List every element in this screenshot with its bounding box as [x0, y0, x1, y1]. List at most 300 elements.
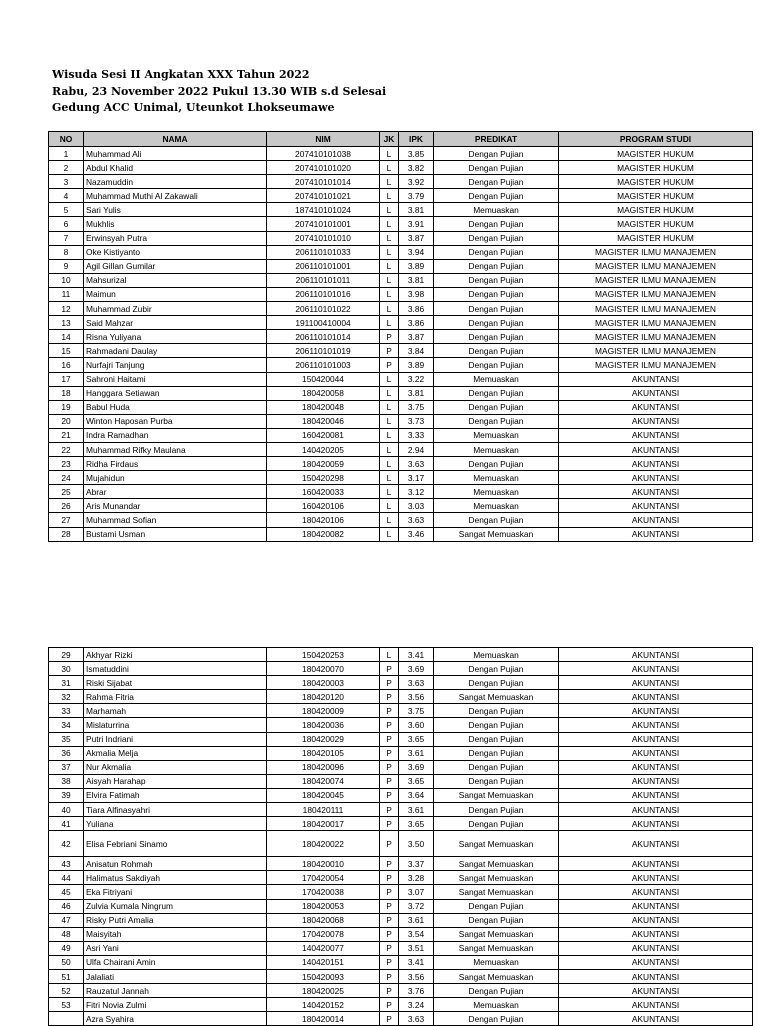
cell-nim: 150420253: [267, 648, 380, 662]
cell-jk: P: [380, 662, 399, 676]
table-row: [49, 147, 753, 161]
cell-program-studi: AKUNTANSI: [559, 831, 753, 857]
cell-jk: L: [380, 203, 399, 217]
cell-no: 13: [49, 316, 84, 330]
cell-nama: Azra Syahira: [84, 1012, 267, 1026]
cell-program-studi: AKUNTANSI: [559, 372, 753, 386]
cell-jk: P: [380, 969, 399, 983]
cell-predikat: Memuaskan: [434, 955, 559, 969]
table-row: [49, 885, 753, 899]
cell-ipk: 3.37: [399, 857, 434, 871]
cell-no: 14: [49, 330, 84, 344]
cell-jk: P: [380, 913, 399, 927]
cell-no: 4: [49, 189, 84, 203]
cell-nim: 206110101033: [267, 245, 380, 259]
cell-predikat: Dengan Pujian: [434, 217, 559, 231]
cell-program-studi: AKUNTANSI: [559, 513, 753, 527]
cell-nama: Abrar: [84, 485, 267, 499]
cell-nim: 206110101003: [267, 358, 380, 372]
header-ipk: IPK: [399, 132, 434, 147]
cell-nama: Ridha Firdaus: [84, 457, 267, 471]
cell-no: 5: [49, 203, 84, 217]
cell-no: 24: [49, 471, 84, 485]
cell-jk: L: [380, 499, 399, 513]
cell-nama: Babul Huda: [84, 400, 267, 414]
table-row: [49, 499, 753, 513]
cell-no: 51: [49, 969, 84, 983]
cell-nim: 140420151: [267, 955, 380, 969]
table-header-row: [49, 132, 753, 147]
cell-ipk: 3.79: [399, 189, 434, 203]
cell-program-studi: MAGISTER ILMU MANAJEMEN: [559, 287, 753, 301]
cell-ipk: 3.72: [399, 899, 434, 913]
table-row: [49, 372, 753, 386]
cell-ipk: 3.60: [399, 718, 434, 732]
cell-jk: L: [380, 485, 399, 499]
cell-ipk: 3.56: [399, 690, 434, 704]
table-row: [49, 984, 753, 998]
cell-nama: Elisa Febriani Sinamo: [84, 831, 267, 857]
cell-predikat: Memuaskan: [434, 203, 559, 217]
table-row: [49, 414, 753, 428]
cell-program-studi: AKUNTANSI: [559, 718, 753, 732]
event-datetime: Rabu, 23 November 2022 Pukul 13.30 WIB s.d Selesai: [52, 84, 387, 98]
cell-no: 39: [49, 788, 84, 802]
cell-ipk: 3.86: [399, 316, 434, 330]
cell-nim: 180420009: [267, 704, 380, 718]
cell-nama: Halimatus Sakdiyah: [84, 871, 267, 885]
cell-no: 20: [49, 414, 84, 428]
cell-jk: P: [380, 704, 399, 718]
cell-program-studi: AKUNTANSI: [559, 927, 753, 941]
cell-nama: Risna Yuliyana: [84, 330, 267, 344]
cell-program-studi: AKUNTANSI: [559, 941, 753, 955]
cell-program-studi: MAGISTER ILMU MANAJEMEN: [559, 344, 753, 358]
cell-predikat: Dengan Pujian: [434, 746, 559, 760]
cell-no: 48: [49, 927, 84, 941]
cell-nim: 180420082: [267, 527, 380, 541]
table-row: [49, 803, 753, 817]
cell-jk: L: [380, 428, 399, 442]
cell-jk: P: [380, 817, 399, 831]
cell-jk: L: [380, 400, 399, 414]
table-row: [49, 400, 753, 414]
cell-predikat: Sangat Memuaskan: [434, 690, 559, 704]
cell-no: 36: [49, 746, 84, 760]
cell-no: 46: [49, 899, 84, 913]
cell-ipk: 3.89: [399, 259, 434, 273]
cell-jk: P: [380, 788, 399, 802]
table-row: [49, 485, 753, 499]
cell-jk: P: [380, 358, 399, 372]
cell-predikat: Dengan Pujian: [434, 1012, 559, 1026]
table-row: [49, 927, 753, 941]
cell-jk: P: [380, 955, 399, 969]
cell-ipk: 3.94: [399, 245, 434, 259]
cell-no: 44: [49, 871, 84, 885]
cell-no: 22: [49, 442, 84, 456]
cell-program-studi: AKUNTANSI: [559, 857, 753, 871]
cell-nim: 180420096: [267, 760, 380, 774]
cell-program-studi: AKUNTANSI: [559, 899, 753, 913]
cell-predikat: Dengan Pujian: [434, 899, 559, 913]
table-row: [49, 760, 753, 774]
cell-ipk: 3.17: [399, 471, 434, 485]
cell-nim: 206110101016: [267, 287, 380, 301]
cell-no: 28: [49, 527, 84, 541]
table-row: [49, 969, 753, 983]
cell-predikat: Dengan Pujian: [434, 302, 559, 316]
table-row: [49, 513, 753, 527]
cell-no: 8: [49, 245, 84, 259]
cell-program-studi: AKUNTANSI: [559, 984, 753, 998]
cell-ipk: 3.85: [399, 147, 434, 161]
cell-predikat: Dengan Pujian: [434, 245, 559, 259]
cell-nama: Muhammad Muthi Al Zakawali: [84, 189, 267, 203]
table-row: [49, 648, 753, 662]
cell-predikat: Dengan Pujian: [434, 662, 559, 676]
cell-nama: Nur Akmalia: [84, 760, 267, 774]
cell-nim: 187410101024: [267, 203, 380, 217]
cell-nama: Ismatuddini: [84, 662, 267, 676]
cell-predikat: Dengan Pujian: [434, 913, 559, 927]
cell-ipk: 3.41: [399, 955, 434, 969]
cell-nim: 180420014: [267, 1012, 380, 1026]
cell-program-studi: MAGISTER HUKUM: [559, 175, 753, 189]
cell-program-studi: AKUNTANSI: [559, 788, 753, 802]
cell-nama: Hanggara Setiawan: [84, 386, 267, 400]
cell-nama: Risky Putri Amalia: [84, 913, 267, 927]
cell-nim: 170420038: [267, 885, 380, 899]
table-row: [49, 527, 753, 541]
cell-nama: Muhammad Zubir: [84, 302, 267, 316]
cell-nama: Nurfajri Tanjung: [84, 358, 267, 372]
table-row: [49, 273, 753, 287]
cell-nama: Fitri Novia Zulmi: [84, 998, 267, 1012]
cell-jk: P: [380, 718, 399, 732]
table-row: [49, 998, 753, 1012]
cell-nim: 140420205: [267, 442, 380, 456]
table-row: [49, 442, 753, 456]
cell-no: 12: [49, 302, 84, 316]
cell-predikat: Dengan Pujian: [434, 400, 559, 414]
cell-ipk: 3.81: [399, 203, 434, 217]
cell-nama: Asri Yani: [84, 941, 267, 955]
cell-program-studi: AKUNTANSI: [559, 774, 753, 788]
cell-nama: Marhamah: [84, 704, 267, 718]
cell-ipk: 3.63: [399, 676, 434, 690]
cell-nim: 180420111: [267, 803, 380, 817]
cell-program-studi: AKUNTANSI: [559, 871, 753, 885]
cell-predikat: Dengan Pujian: [434, 344, 559, 358]
cell-jk: P: [380, 676, 399, 690]
cell-nama: Jalaliati: [84, 969, 267, 983]
cell-predikat: Dengan Pujian: [434, 718, 559, 732]
table-row: [49, 704, 753, 718]
cell-nama: Anisatun Rohmah: [84, 857, 267, 871]
cell-nim: 206110101022: [267, 302, 380, 316]
cell-nim: 150420044: [267, 372, 380, 386]
cell-nim: 180420105: [267, 746, 380, 760]
cell-predikat: Dengan Pujian: [434, 189, 559, 203]
cell-no: 49: [49, 941, 84, 955]
cell-program-studi: AKUNTANSI: [559, 1012, 753, 1026]
cell-jk: L: [380, 414, 399, 428]
cell-ipk: 3.51: [399, 941, 434, 955]
cell-ipk: 3.41: [399, 648, 434, 662]
cell-predikat: Memuaskan: [434, 428, 559, 442]
cell-predikat: Dengan Pujian: [434, 161, 559, 175]
cell-nim: 191100410004: [267, 316, 380, 330]
cell-program-studi: MAGISTER ILMU MANAJEMEN: [559, 302, 753, 316]
cell-predikat: Sangat Memuaskan: [434, 927, 559, 941]
cell-nim: 170420078: [267, 927, 380, 941]
cell-no: 52: [49, 984, 84, 998]
cell-ipk: 3.63: [399, 1012, 434, 1026]
cell-no: 7: [49, 231, 84, 245]
cell-predikat: Dengan Pujian: [434, 259, 559, 273]
table-row: [49, 746, 753, 760]
cell-ipk: 3.22: [399, 372, 434, 386]
cell-nama: Oke Kistiyanto: [84, 245, 267, 259]
event-title: Wisuda Sesi II Angkatan XXX Tahun 2022: [52, 68, 310, 81]
cell-nim: 180420059: [267, 457, 380, 471]
cell-program-studi: AKUNTANSI: [559, 913, 753, 927]
header-nama: NAMA: [84, 132, 267, 147]
cell-no: 11: [49, 287, 84, 301]
cell-predikat: Dengan Pujian: [434, 273, 559, 287]
cell-ipk: 3.50: [399, 831, 434, 857]
cell-no: 1: [49, 147, 84, 161]
cell-program-studi: AKUNTANSI: [559, 760, 753, 774]
table-row: [49, 676, 753, 690]
cell-no: 25: [49, 485, 84, 499]
cell-ipk: 3.89: [399, 358, 434, 372]
table-row: [49, 189, 753, 203]
cell-program-studi: MAGISTER HUKUM: [559, 203, 753, 217]
cell-no: 42: [49, 831, 84, 857]
cell-no: 38: [49, 774, 84, 788]
cell-nama: Indra Ramadhan: [84, 428, 267, 442]
cell-no: 19: [49, 400, 84, 414]
cell-jk: L: [380, 231, 399, 245]
table-row: [49, 217, 753, 231]
cell-nama: Mahsurizal: [84, 273, 267, 287]
cell-ipk: 3.98: [399, 287, 434, 301]
cell-predikat: Dengan Pujian: [434, 231, 559, 245]
header-predikat: PREDIKAT: [434, 132, 559, 147]
cell-program-studi: AKUNTANSI: [559, 704, 753, 718]
cell-nama: Rauzatul Jannah: [84, 984, 267, 998]
cell-no: 2: [49, 161, 84, 175]
cell-no: 23: [49, 457, 84, 471]
cell-ipk: 3.65: [399, 817, 434, 831]
table-row: [49, 231, 753, 245]
cell-predikat: Dengan Pujian: [434, 817, 559, 831]
cell-nama: Riski Sijabat: [84, 676, 267, 690]
cell-jk: P: [380, 330, 399, 344]
cell-program-studi: AKUNTANSI: [559, 386, 753, 400]
cell-ipk: 3.07: [399, 885, 434, 899]
cell-no: 29: [49, 648, 84, 662]
cell-no: 40: [49, 803, 84, 817]
cell-predikat: Dengan Pujian: [434, 732, 559, 746]
cell-nim: 180420120: [267, 690, 380, 704]
cell-predikat: Dengan Pujian: [434, 457, 559, 471]
document-header: [52, 67, 386, 117]
cell-nama: Tiara Alfinasyahri: [84, 803, 267, 817]
header-nim: NIM: [267, 132, 380, 147]
cell-no: 47: [49, 913, 84, 927]
cell-nim: 180420053: [267, 899, 380, 913]
cell-ipk: 3.54: [399, 927, 434, 941]
cell-predikat: Sangat Memuaskan: [434, 969, 559, 983]
cell-predikat: Dengan Pujian: [434, 704, 559, 718]
cell-no: 50: [49, 955, 84, 969]
cell-jk: L: [380, 316, 399, 330]
cell-nama: Sahroni Haitami: [84, 372, 267, 386]
cell-ipk: 2.94: [399, 442, 434, 456]
cell-no: 18: [49, 386, 84, 400]
table-row: [49, 871, 753, 885]
cell-jk: L: [380, 457, 399, 471]
cell-nim: 180420048: [267, 400, 380, 414]
cell-program-studi: MAGISTER HUKUM: [559, 147, 753, 161]
cell-ipk: 3.73: [399, 414, 434, 428]
cell-jk: P: [380, 690, 399, 704]
cell-nim: 170420054: [267, 871, 380, 885]
cell-nim: 160420106: [267, 499, 380, 513]
cell-jk: L: [380, 175, 399, 189]
cell-program-studi: AKUNTANSI: [559, 803, 753, 817]
cell-ipk: 3.92: [399, 175, 434, 189]
cell-ipk: 3.87: [399, 330, 434, 344]
table-row: [49, 428, 753, 442]
table-row: [49, 662, 753, 676]
cell-program-studi: AKUNTANSI: [559, 648, 753, 662]
cell-nim: 180420017: [267, 817, 380, 831]
cell-nim: 180420003: [267, 676, 380, 690]
cell-predikat: Dengan Pujian: [434, 358, 559, 372]
cell-no: 27: [49, 513, 84, 527]
cell-nama: Erwinsyah Putra: [84, 231, 267, 245]
cell-predikat: Memuaskan: [434, 998, 559, 1012]
cell-jk: L: [380, 648, 399, 662]
table-row: [49, 316, 753, 330]
cell-nama: Elvira Fatimah: [84, 788, 267, 802]
cell-nim: 207410101014: [267, 175, 380, 189]
graduates-table-part-1: [48, 131, 753, 542]
cell-jk: L: [380, 471, 399, 485]
cell-nim: 207410101021: [267, 189, 380, 203]
cell-jk: P: [380, 732, 399, 746]
cell-ipk: 3.86: [399, 302, 434, 316]
cell-nim: 206110101001: [267, 259, 380, 273]
cell-ipk: 3.24: [399, 998, 434, 1012]
cell-nim: 206110101011: [267, 273, 380, 287]
table-row: [49, 386, 753, 400]
table-row: [49, 344, 753, 358]
cell-jk: L: [380, 513, 399, 527]
cell-nama: Aris Munandar: [84, 499, 267, 513]
cell-jk: P: [380, 831, 399, 857]
cell-ipk: 3.87: [399, 231, 434, 245]
cell-ipk: 3.46: [399, 527, 434, 541]
cell-program-studi: AKUNTANSI: [559, 690, 753, 704]
cell-no: 17: [49, 372, 84, 386]
table-row: [49, 203, 753, 217]
cell-ipk: 3.81: [399, 386, 434, 400]
cell-nim: 180420010: [267, 857, 380, 871]
cell-nama: Rahma Fitria: [84, 690, 267, 704]
cell-nama: Said Mahzar: [84, 316, 267, 330]
cell-jk: L: [380, 189, 399, 203]
cell-nim: 207410101001: [267, 217, 380, 231]
cell-ipk: 3.61: [399, 746, 434, 760]
cell-ipk: 3.65: [399, 732, 434, 746]
cell-program-studi: AKUNTANSI: [559, 662, 753, 676]
cell-predikat: Memuaskan: [434, 485, 559, 499]
cell-predikat: Sangat Memuaskan: [434, 885, 559, 899]
cell-predikat: Sangat Memuaskan: [434, 941, 559, 955]
cell-nama: Mujahidun: [84, 471, 267, 485]
cell-ipk: 3.82: [399, 161, 434, 175]
table-row: [49, 857, 753, 871]
cell-nim: 180420045: [267, 788, 380, 802]
cell-predikat: Sangat Memuaskan: [434, 831, 559, 857]
table-row: [49, 161, 753, 175]
cell-nama: Muhammad Ali: [84, 147, 267, 161]
cell-nama: Sari Yulis: [84, 203, 267, 217]
cell-nim: 206110101019: [267, 344, 380, 358]
cell-program-studi: MAGISTER HUKUM: [559, 189, 753, 203]
table-row: [49, 941, 753, 955]
cell-ipk: 3.33: [399, 428, 434, 442]
table-row: [49, 245, 753, 259]
cell-program-studi: AKUNTANSI: [559, 499, 753, 513]
cell-nama: Winton Haposan Purba: [84, 414, 267, 428]
cell-predikat: Dengan Pujian: [434, 676, 559, 690]
cell-predikat: Memuaskan: [434, 372, 559, 386]
cell-nim: 140420152: [267, 998, 380, 1012]
cell-no: 21: [49, 428, 84, 442]
cell-ipk: 3.76: [399, 984, 434, 998]
cell-nama: Putri Indriani: [84, 732, 267, 746]
cell-jk: P: [380, 885, 399, 899]
cell-jk: P: [380, 857, 399, 871]
cell-ipk: 3.69: [399, 662, 434, 676]
cell-predikat: Memuaskan: [434, 442, 559, 456]
cell-nim: 206110101014: [267, 330, 380, 344]
event-venue: Gedung ACC Unimal, Uteunkot Lhokseumawe: [52, 101, 335, 114]
table-row: [49, 817, 753, 831]
cell-ipk: 3.75: [399, 400, 434, 414]
cell-jk: P: [380, 998, 399, 1012]
table-row: [49, 358, 753, 372]
cell-program-studi: MAGISTER ILMU MANAJEMEN: [559, 358, 753, 372]
cell-no: 34: [49, 718, 84, 732]
cell-nama: Eka Fitriyani: [84, 885, 267, 899]
cell-nim: 180420074: [267, 774, 380, 788]
cell-ipk: 3.91: [399, 217, 434, 231]
cell-nama: Maimun: [84, 287, 267, 301]
cell-program-studi: AKUNTANSI: [559, 471, 753, 485]
cell-jk: L: [380, 273, 399, 287]
cell-nim: 140420077: [267, 941, 380, 955]
cell-ipk: 3.65: [399, 774, 434, 788]
table-row: [49, 831, 753, 857]
cell-jk: P: [380, 871, 399, 885]
